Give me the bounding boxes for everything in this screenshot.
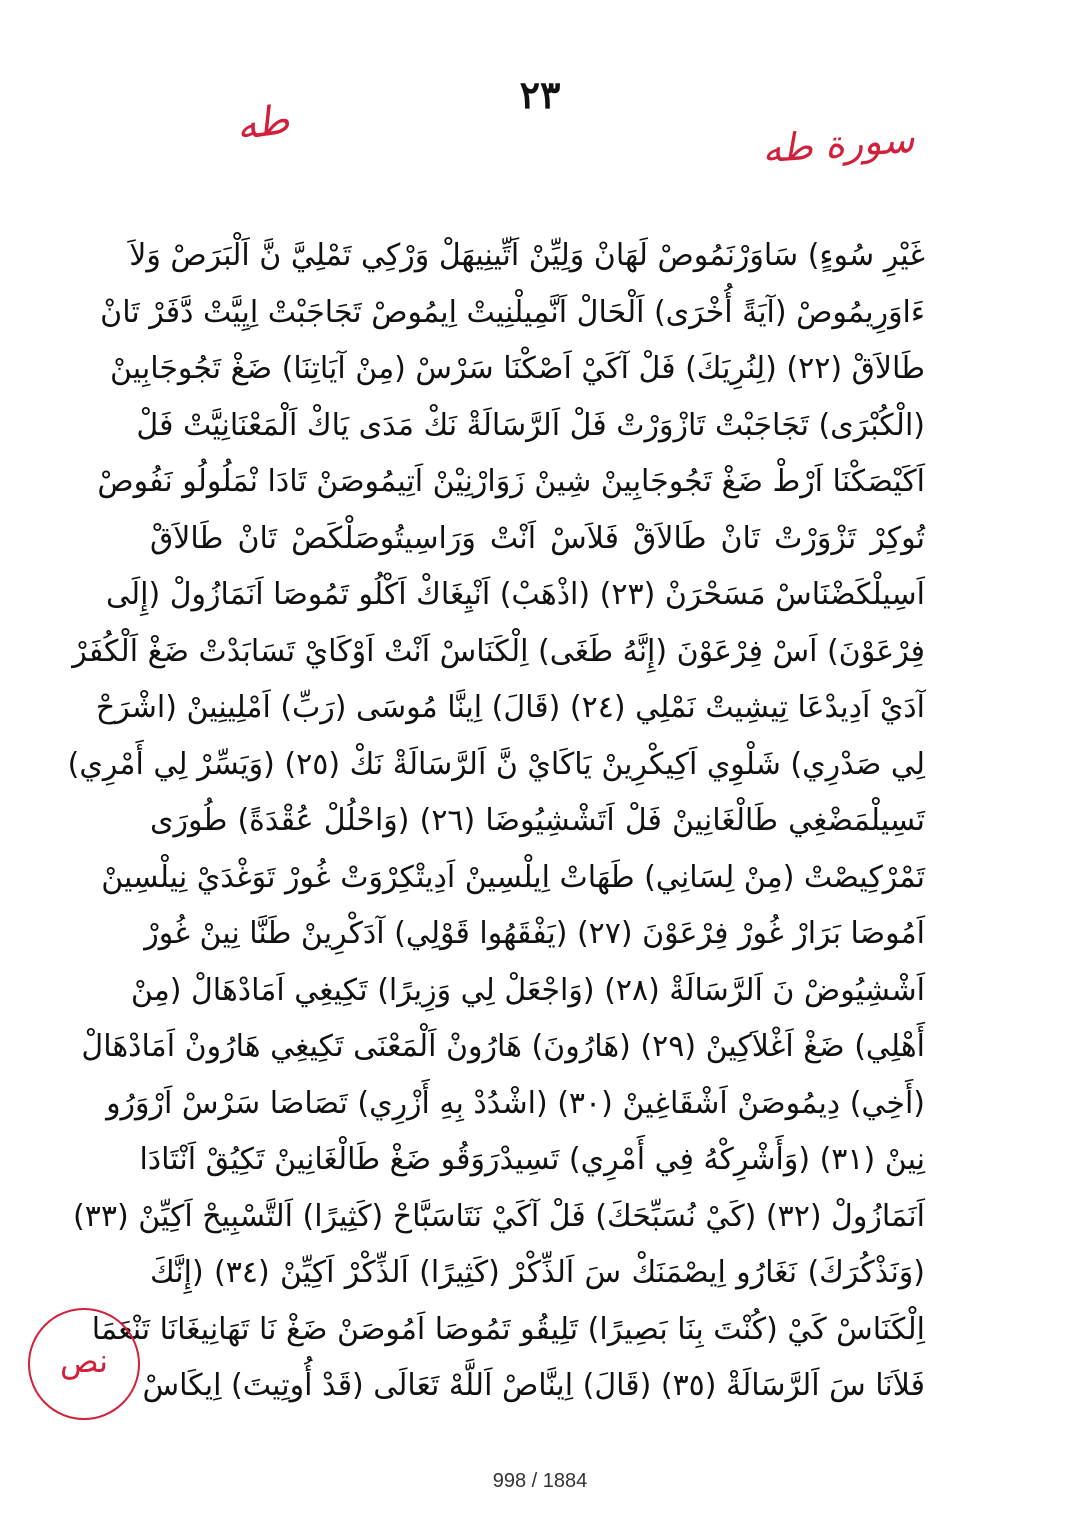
text-line: اَسِيلْكَضْنَاسْ مَسَحْرَنْ (٢٣) (اذْهَبْ) اَنْيِغَاكْ اَكْلُو تَمُوصَا اَنَمَازُولْ (إِلَى — [105, 577, 925, 612]
text-line: (الْكُبْرَى) تَجَاجَبْتْ تَازْوَرْتْ فَلْ اَلرَّسَالَةْ نَكْ مَدَى يَاكْ اَلْمَعْنَانِيَّتْ فَلْ — [136, 407, 925, 443]
text-line: (وَنَذْكُرَكَ) نَغَارُو اِيصْمَنَكْ سَ اَلذِّكْرْ (كَثِيرًا) اَلذِّكْرْ اَكِيِّنْ (٣٤) (إِنَّكَ — [150, 1255, 925, 1290]
text-line: فِرْعَوْنَ) اَسْ فِرْعَوْنَ (إِنَّهُ طَغَى) اِلْكَنَاسْ اَنْتْ اَوْكَايْ تَسَابَدْتْ ضَغْ اَلْكُفَرْ — [72, 633, 925, 669]
text-line: (أَخِي) دِيمُوصَنْ اَشْقَاغِينْ (٣٠) (اشْدُدْ بِهِ أَزْرِي) تَصَاصَا سَرْسْ اَرْوَرُو — [106, 1085, 925, 1121]
text-line: آدَيْ اَدِيدْعَا تِيشِيتْ نَمْلِي (٢٤) (قَالَ) اِينَّا مُوسَى (رَبِّ) اَمْلِينِينْ (اشْرَحْ — [95, 690, 925, 725]
handwritten-annotation-left: ﻃﻪ — [233, 96, 293, 150]
text-line: ءَاوَرِيمُوصْ (آيَةً أُخْرَى) اَلْحَالْ اَنَّمِيلْنِيتْ اِيمُوصْ تَجَاجَبْتْ اِيِيَّتْ دَّفَرْ تَانْ — [100, 294, 925, 330]
text-line: أَهْلِي) ضَغْ اَغْلاَكِينْ (٢٩) (هَارُونَ) هَارُونْ اَلْمَعْنَى تَكِيغِي هَارُونْ اَمَادْهَالْ — [81, 1029, 925, 1064]
handwritten-surah-title: سورة طه — [760, 116, 916, 172]
text-line: فَلاَنَا سَ اَلرَّسَالَةْ (٣٥) (قَالَ) اِينَّاصْ اَللَّهْ تَعَالَى (قَدْ أُوتِيتَ) اِيكَاسْ — [142, 1368, 925, 1403]
margin-note-text: نص — [59, 1342, 109, 1380]
text-line: طَالاَقْ (٢٢) (لِنُرِيَكَ) فَلْ آكَيْ اَصْكْنَا سَرْسْ (مِنْ آيَاتِنَا) ضَغْ تَجُوجَابِينْ — [109, 351, 925, 386]
text-line: لِي صَدْرِي) شَلْوِي اَكِيكْرِينْ يَاكَايْ نَّ اَلرَّسَالَةْ نَكْ (٢٥) (وَيَسِّرْ لِي أَمْرِي) — [67, 746, 925, 782]
text-line: غَيْرِ سُوءٍ) سَاوَرْنَمُوصْ لَهَانْ وَلِيِّنْ اَتِّينِيهَلْ وَرْكِي تَمْلِيَّ نَّ اَلْبَرَصْ وَلاَ — [129, 238, 925, 273]
text-line: نِينْ (٣١) (وَأَشْرِكْهُ فِي أَمْرِي) تَسِيدْرَوَقُو ضَغْ طَالْغَانِينْ تَكِيُقْ اَنْتَادَا — [139, 1142, 925, 1177]
text-line: تُوكِرْ تَزْوَرْتْ تَانْ طَالاَقْ فَلاَسْ اَنْتْ وَرَاسِيتُوصَلْكَصْ تَانْ طَالاَقْ — [150, 520, 925, 556]
text-line: اِلْكَنَاسْ كَيْ (كُنْتَ بِنَا بَصِيرًا) تَلِيقُو تَمُوصَا اَمُوصَنْ ضَغْ نَا تَهَانِيغَانَا تَنْعَمَا — [91, 1311, 925, 1347]
text-line: اَكَيْصَكْنَا اَرْطْ ضَغْ تَجُوجَابِينْ شِينْ زَوَارْنِيْنْ اَتِيمُوصَنْ تَادَا نْمَلُولُو نَفُوصْ — [97, 464, 925, 499]
text-line: اَمُوصَا بَرَارْ غُورْ فِرْعَوْنَ (٢٧) (يَفْقَهُوا قَوْلِي) آدَكْرِينْ طَنَّا نِينْ غُورْ — [144, 916, 925, 951]
text-line: تَمْرْكِيصْتْ (مِنْ لِسَانِي) طَهَاتْ اِيلْسِينْ اَدِيتْكِرْوَتْ غُورْ تَوَغْدَيْ نِيلْسِينْ — [101, 859, 925, 895]
page-number: ٢٣ — [519, 72, 561, 117]
text-line: اَشْشِيُوضْ نَ اَلرَّسَالَةْ (٢٨) (وَاجْعَلْ لِي وَزِيرًا) تَكِيغِي اَمَادْهَالْ (مِنْ — [130, 972, 925, 1008]
page-indicator: 998 / 1884 — [492, 1470, 588, 1492]
text-line: اَنَمَازُولْ (٣٢) (كَيْ نُسَبِّحَكَ) فَلْ آكَيْ نَتَاسَبَّاحْ (كَثِيرًا) اَلتَّسْبِيحْ اَكِيِّنْ (٣٣) — [73, 1198, 925, 1234]
text-line: تَسِيلْمَضْغِي طَالْغَانِينْ فَلْ اَتَشْشِيُوضَا (٢٦) (وَاحْلُلْ عُقْدَةً) طُورَى — [150, 803, 926, 838]
